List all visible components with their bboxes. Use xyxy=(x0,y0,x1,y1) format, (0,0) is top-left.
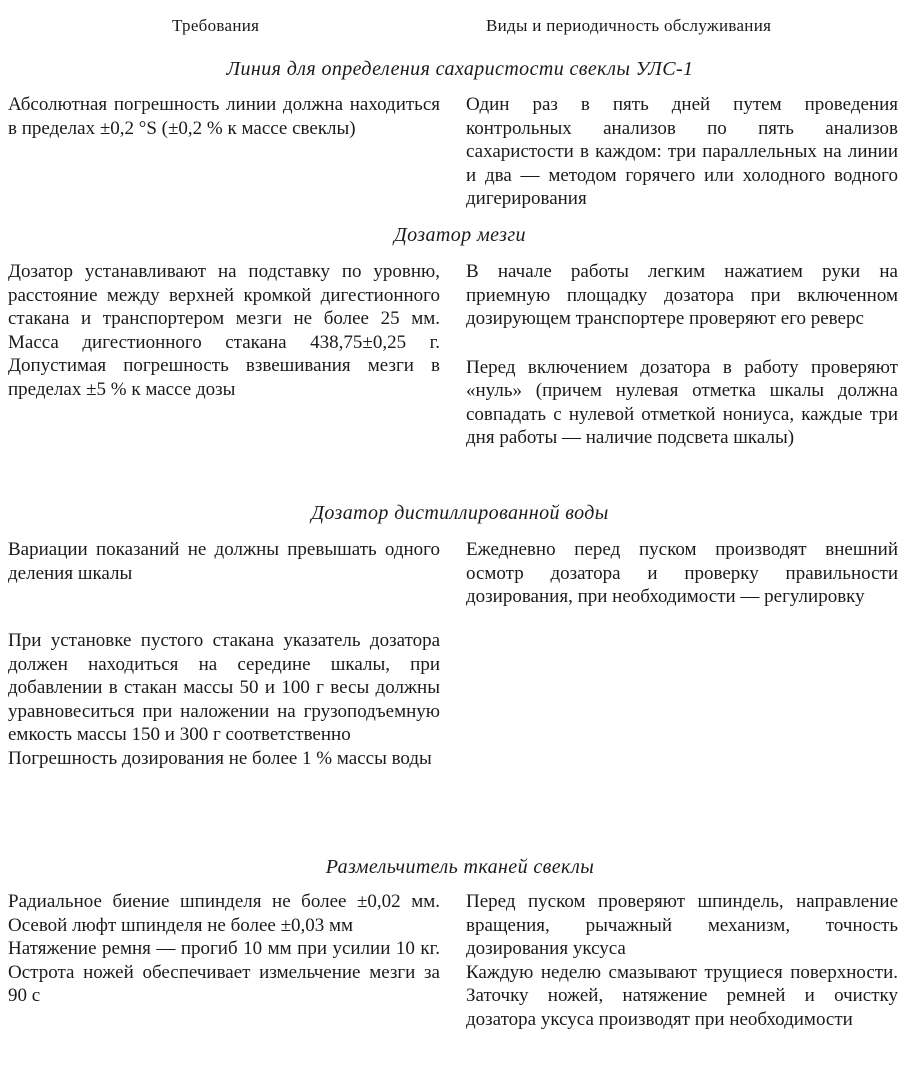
maintenance-text: Каждую неделю смазывают трущиеся поверхности. Заточку ножей, натяжение ремней и очистку дозатора уксуса производят при необходимости xyxy=(466,961,898,1030)
requirement-text: Абсолютная погрешность линии должна находиться в пределах ±0,2 °S (±0,2 % к массе свеклы) xyxy=(8,94,440,139)
maintenance-uls1 xyxy=(466,93,898,211)
section-title-water-doser: Дозатор дистиллированной воды xyxy=(311,502,609,524)
requirements-uls1 xyxy=(8,93,440,140)
requirement-text: Натяжение ремня — прогиб 10 мм при усилии 10 кг. Острота ножей обеспечивает измельчение мезги за 90 с xyxy=(8,938,440,1006)
column-header-maintenance: Виды и периодичность обслуживания xyxy=(486,16,772,35)
column-header-requirements: Требования xyxy=(172,16,260,35)
section-title-uls1: Линия для определения сахаристости свеклы УЛС-1 xyxy=(226,58,694,80)
requirement-text: Вариации показаний не должны превышать одного деления шкалы xyxy=(8,539,440,584)
maintenance-text: Перед пуском проверяют шпиндель, направление вращения, рычажный механизм, точность дозирования уксуса xyxy=(466,891,898,959)
requirement-text: Дозатор устанавливают на подставку по уровню, расстояние между верхней кромкой дигестионного стакана и транспортером мезги не более 25 мм. Масса дигестионного стакана 438,75±0,25 г. Допустимая погрешность взвешивания мезги в пределах ±5 % к массе дозы xyxy=(8,261,440,400)
maintenance-text: В начале работы легким нажатием руки на приемную площадку дозатора при включенном дозирующем транспортере проверяют его реверс xyxy=(466,261,898,329)
maintenance-text: Ежедневно перед пуском производят внешний осмотр дозатора и проверку правильности дозирования, при необходимости — регулировку xyxy=(466,539,898,607)
maintenance-text: Перед включением дозатора в работу проверяют «нуль» (причем нулевая отметка шкалы должна совпадать с нулевой отметкой нониуса, каждые три дня работы — наличие подсвета шкалы) xyxy=(466,356,898,448)
maintenance-beet-grinder xyxy=(466,890,898,1031)
requirement-text: Погрешность дозирования не более 1 % массы воды xyxy=(8,747,432,769)
maintenance-text: Один раз в пять дней путем проведения контрольных анализов по пять анализов сахаристости в каждом: три параллельных на линии и два — методом горячего или холодного водного дигерирования xyxy=(466,94,898,209)
section-title-beet-grinder: Размельчитель тканей свеклы xyxy=(325,856,595,878)
requirements-pulp-doser xyxy=(8,260,440,401)
requirements-water-doser xyxy=(8,538,440,770)
maintenance-water-doser xyxy=(466,538,898,609)
requirements-beet-grinder xyxy=(8,890,440,1008)
section-title-pulp-doser: Дозатор мезги xyxy=(394,224,526,246)
requirement-text: При установке пустого стакана указатель дозатора должен находиться на середине шкалы, при добавлении в стакан массы 50 и 100 г весы должны уравновеситься при наложении на грузоподъемную емкость массы 150 и 300 г соответственно xyxy=(8,630,440,745)
requirement-text: Радиальное биение шпинделя не более ±0,02 мм. Осевой люфт шпинделя не более ±0,03 мм xyxy=(8,891,440,936)
maintenance-pulp-doser xyxy=(466,260,898,450)
